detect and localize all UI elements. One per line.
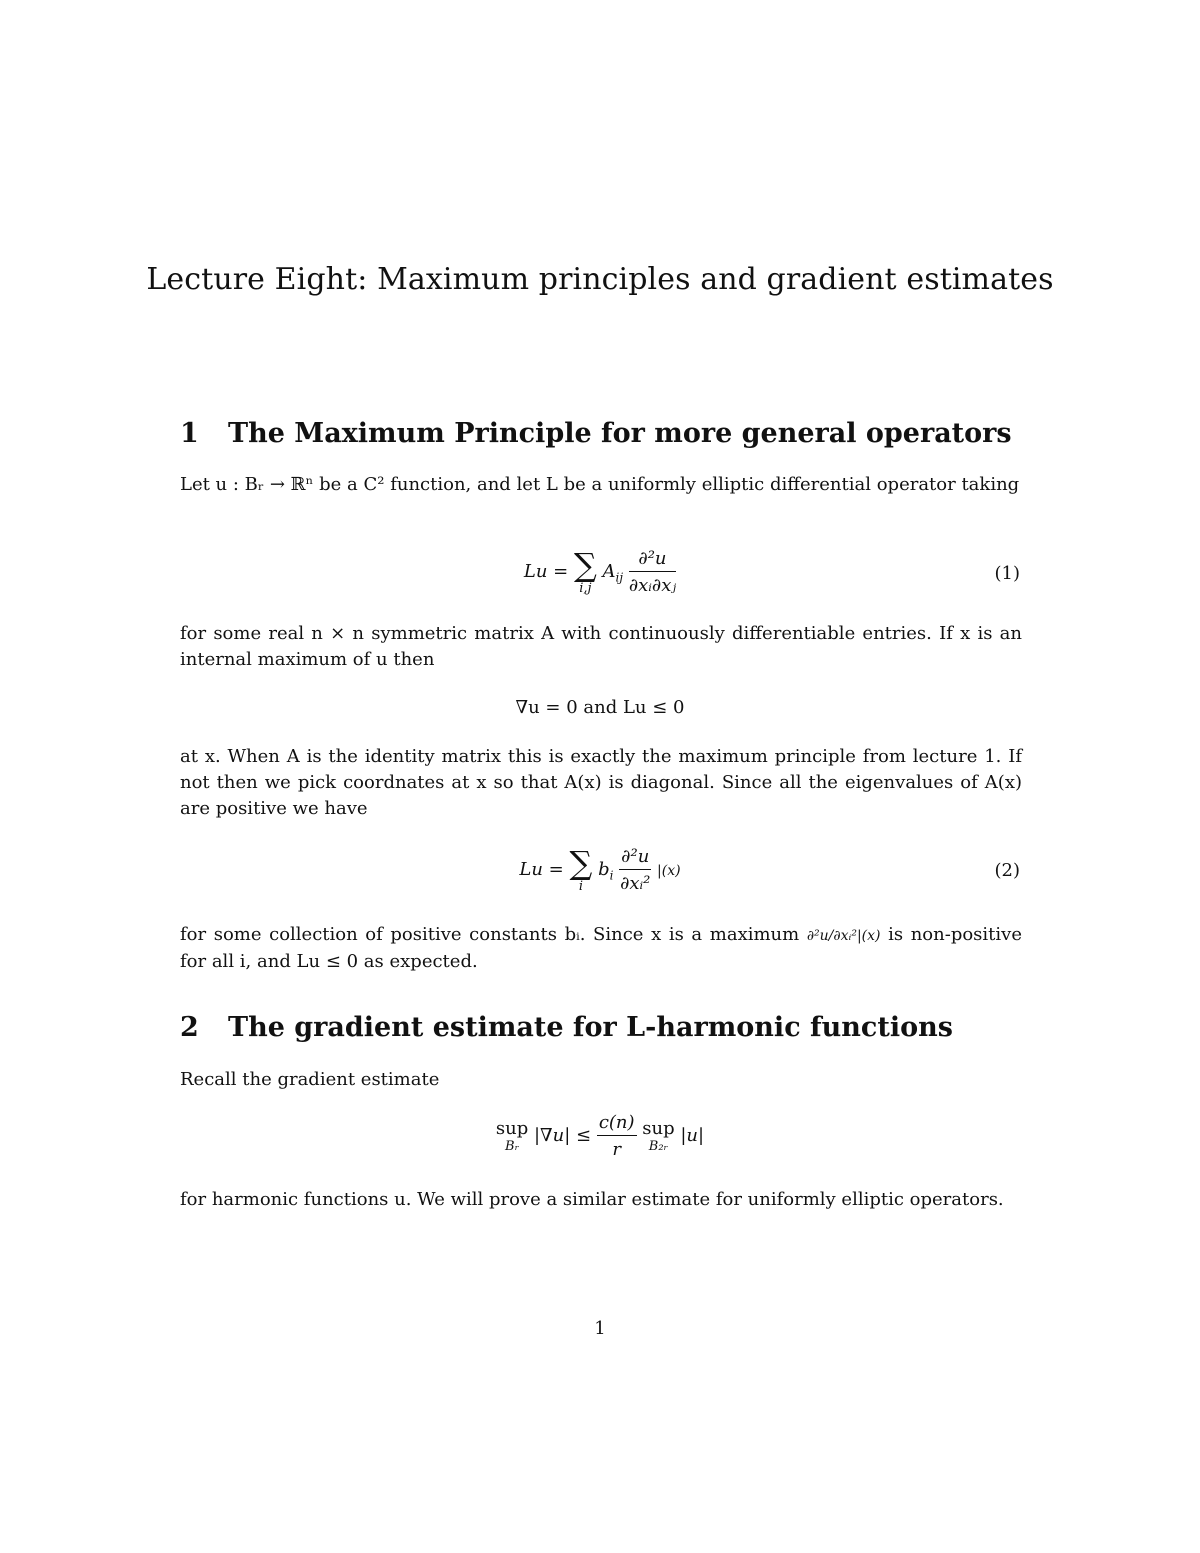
fraction-denominator: r bbox=[612, 1139, 621, 1160]
eq-lhs: Lu = bbox=[519, 859, 570, 880]
display-equation: ∇u = 0 and Lu ≤ 0 bbox=[515, 697, 685, 718]
sup-operator bbox=[642, 1118, 674, 1154]
paragraph bbox=[180, 922, 1022, 975]
paragraph: for harmonic functions u. We will prove a similar estimate for uniformly elliptic operators. bbox=[180, 1189, 1004, 1210]
section-number: 1 bbox=[180, 418, 199, 449]
page-title: Lecture Eight: Maximum principles and gradient estimates bbox=[146, 262, 1054, 297]
sup-label: sup bbox=[642, 1118, 675, 1139]
fraction-numerator: ∂²u bbox=[629, 548, 676, 572]
fraction bbox=[619, 846, 651, 894]
eq-rhs-body: |u| bbox=[680, 1125, 705, 1146]
fraction-denominator: ∂xᵢ∂xⱼ bbox=[628, 575, 677, 596]
sup-subscript: B₂ᵣ bbox=[648, 1139, 669, 1154]
section-heading-2 bbox=[180, 1012, 953, 1043]
section-number: 2 bbox=[180, 1012, 199, 1043]
equation-number: (1) bbox=[994, 563, 1020, 584]
equation-1 bbox=[0, 548, 1200, 596]
sup-operator bbox=[496, 1118, 528, 1154]
paragraph: at x. When A is the identity matrix this is exactly the maximum principle from lecture 1. If not then we pick coordnates at x so that A(x) is diagonal. Since all the eigenvalues of A(x) are positive we have bbox=[180, 746, 1022, 819]
equation-number: (2) bbox=[994, 860, 1020, 881]
eq-lhs: Lu = bbox=[523, 561, 574, 582]
paragraph-part: for some collection of positive constants bᵢ. Since x is a maximum bbox=[180, 924, 807, 945]
sum-limits: i bbox=[578, 879, 583, 894]
eq-lhs-body: |∇u| ≤ bbox=[533, 1125, 597, 1146]
section-heading-1 bbox=[180, 418, 1012, 449]
paragraph: Recall the gradient estimate bbox=[180, 1069, 440, 1090]
paragraph: for some real n × n symmetric matrix A with continuously differentiable entries. If x is an internal maximum of u then bbox=[180, 623, 1022, 670]
section-title: The gradient estimate for L-harmonic functions bbox=[228, 1012, 953, 1043]
equation-3 bbox=[0, 1112, 1200, 1160]
fraction bbox=[597, 1112, 637, 1160]
page-number: 1 bbox=[594, 1318, 606, 1339]
eq-coefficient: b bbox=[598, 859, 610, 880]
sum-operator: ∑ i bbox=[569, 844, 593, 894]
equation-2 bbox=[0, 846, 1200, 894]
sup-subscript: Bᵣ bbox=[505, 1139, 520, 1154]
sum-operator: ∑ i,j bbox=[573, 546, 597, 596]
paragraph: Let u : Bᵣ → ℝⁿ be a C² function, and let L be a uniformly elliptic differential operator taking bbox=[180, 474, 1020, 495]
eq-coefficient: A bbox=[602, 561, 616, 582]
paragraph-part: is non-positive for all i, and Lu ≤ 0 as expected. bbox=[180, 924, 1022, 972]
fraction-denominator: ∂xᵢ² bbox=[620, 873, 651, 894]
sup-label: sup bbox=[495, 1118, 529, 1139]
sum-limits: i,j bbox=[579, 581, 592, 596]
fraction-numerator: c(n) bbox=[597, 1112, 637, 1136]
fraction-numerator: ∂²u bbox=[619, 846, 651, 870]
inline-fraction: ∂²u/∂xᵢ²|(x) bbox=[806, 928, 881, 944]
eq-coefficient-sub: ij bbox=[615, 570, 624, 585]
fraction bbox=[629, 548, 676, 596]
section-title: The Maximum Principle for more general operators bbox=[228, 418, 1012, 449]
eq-coefficient-sub: i bbox=[609, 868, 614, 883]
evaluation-bar: |(x) bbox=[657, 863, 681, 879]
